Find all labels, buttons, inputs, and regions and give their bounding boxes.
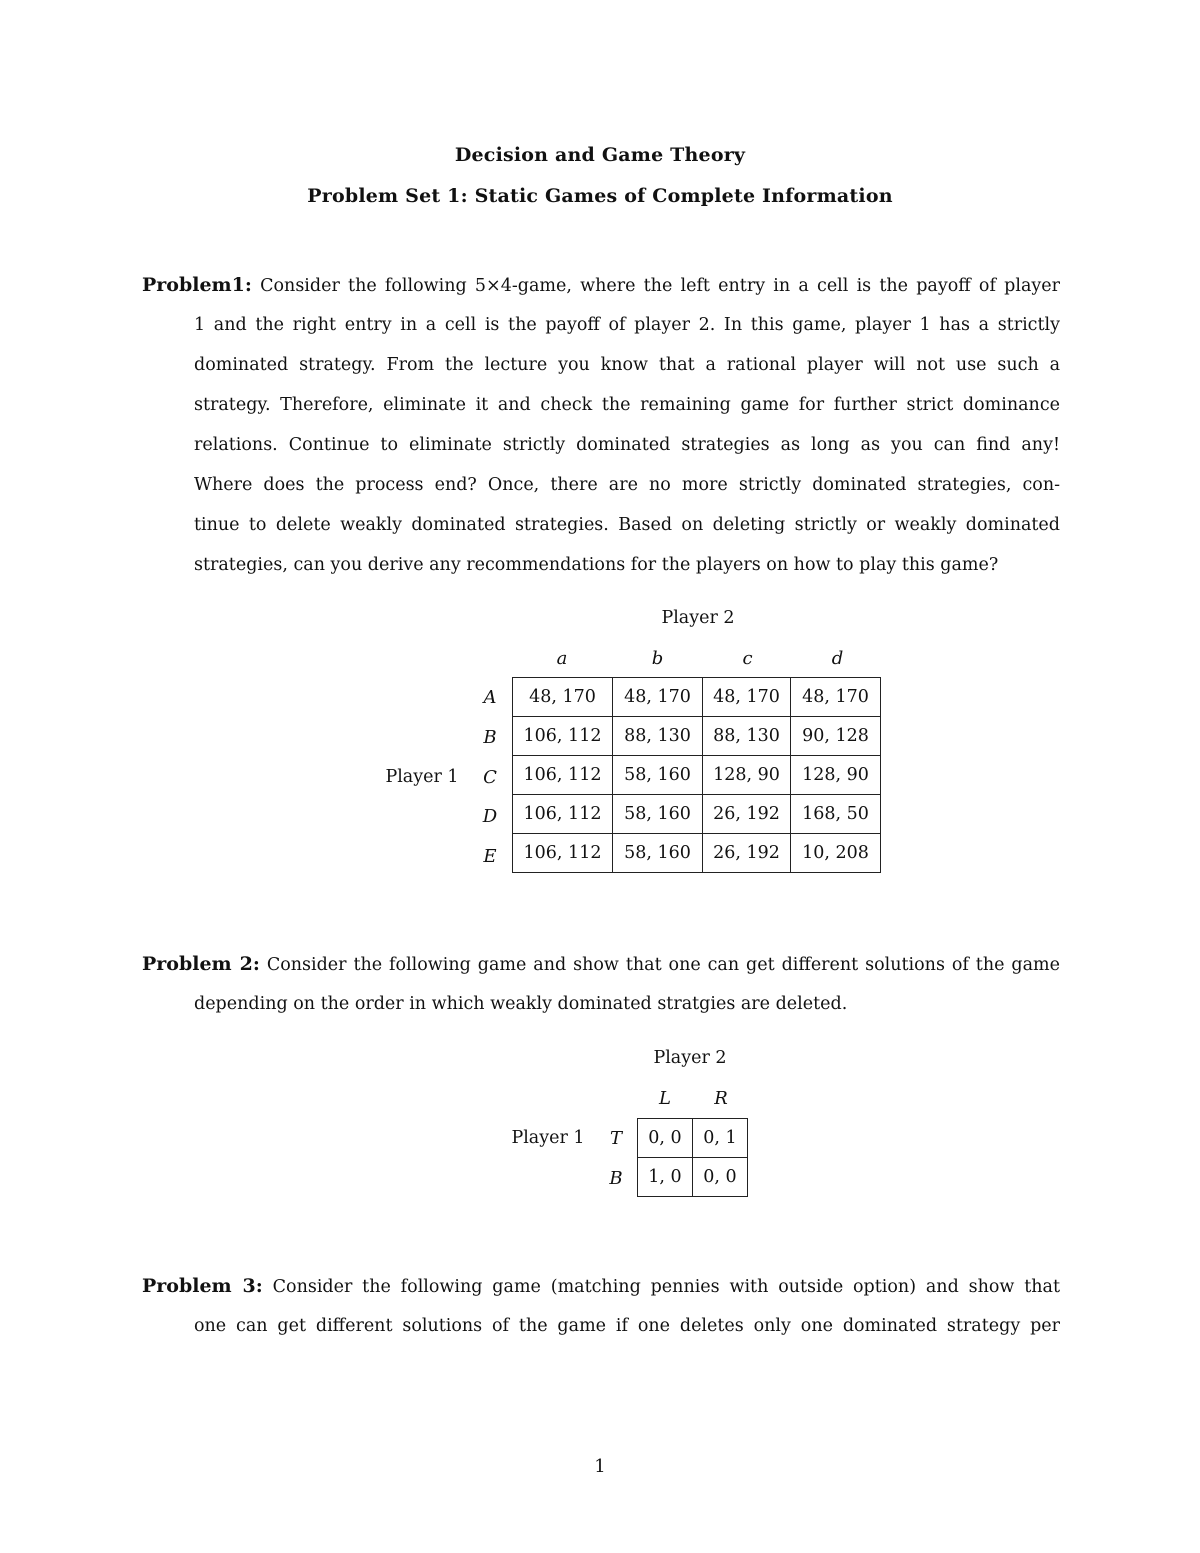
game1-column-c: c <box>742 648 753 669</box>
problem-3-label: Problem 3: <box>142 1275 263 1297</box>
payoff-cell: 58, 160 <box>613 795 703 834</box>
game2-player1-label: Player 1 <box>511 1128 585 1148</box>
table-row <box>513 834 881 873</box>
payoff-cell: 90, 128 <box>791 717 881 756</box>
table-row <box>513 717 881 756</box>
payoff-cell: 48, 170 <box>703 678 791 717</box>
page-number: 1 <box>594 1456 606 1477</box>
problem-3-line: Problem 3: Consider the following game (matching pennies with outside option) and show that <box>142 1275 1060 1297</box>
game2-row-T: T <box>609 1128 622 1149</box>
payoff-cell: 128, 90 <box>791 756 881 795</box>
game1-column-d: d <box>831 648 844 669</box>
payoff-cell: 106, 112 <box>513 834 613 873</box>
document-subtitle: Problem Set 1: Static Games of Complete Information <box>307 185 893 207</box>
payoff-cell: 0, 0 <box>693 1158 748 1197</box>
game1-row-B: B <box>483 727 497 748</box>
problem-1-line: strategies, can you derive any recommendations for the players on how to play this game? <box>194 555 999 575</box>
problem-1-line: Where does the process end? Once, there are no more strictly dominated strategies, con- <box>194 475 1060 495</box>
game1-row-A: A <box>483 687 497 708</box>
table-row <box>638 1158 748 1197</box>
game2-column-L: L <box>659 1088 671 1109</box>
payoff-cell: 48, 170 <box>791 678 881 717</box>
problem-1-line: strategy. Therefore, eliminate it and check the remaining game for further strict dominance <box>194 395 1060 415</box>
payoff-cell: 58, 160 <box>613 756 703 795</box>
game2-player2-label: Player 2 <box>653 1048 727 1068</box>
problem-3-text <box>142 1266 1060 1346</box>
payoff-cell: 168, 50 <box>791 795 881 834</box>
payoff-cell: 128, 90 <box>703 756 791 795</box>
payoff-cell: 88, 130 <box>703 717 791 756</box>
payoff-cell: 106, 112 <box>513 756 613 795</box>
table-row <box>513 678 881 717</box>
document-title: Decision and Game Theory <box>454 144 746 166</box>
problem-1-line: Problem1: Consider the following 5×4-game, where the left entry in a cell is the payoff of player <box>142 274 1060 296</box>
game1-player1-label: Player 1 <box>385 767 459 787</box>
problem-1-text <box>142 265 1060 585</box>
payoff-cell: 26, 192 <box>703 834 791 873</box>
problem-2-line: Problem 2: Consider the following game and show that one can get different solutions of the game <box>142 953 1060 975</box>
payoff-cell: 48, 170 <box>613 678 703 717</box>
problem-2-text <box>142 944 1060 1024</box>
problem-2-label: Problem 2: <box>142 953 260 975</box>
table-row <box>513 756 881 795</box>
payoff-cell: 10, 208 <box>791 834 881 873</box>
game1-row-E: E <box>483 846 497 867</box>
game1-column-a: a <box>556 648 568 669</box>
problem-2-line: depending on the order in which weakly dominated stratgies are deleted. <box>194 994 848 1014</box>
payoff-cell: 0, 1 <box>693 1119 748 1158</box>
payoff-cell: 0, 0 <box>638 1119 693 1158</box>
payoff-cell: 106, 112 <box>513 795 613 834</box>
game1-row-D: D <box>482 806 498 827</box>
payoff-cell: 58, 160 <box>613 834 703 873</box>
game1-player2-label: Player 2 <box>661 608 735 628</box>
payoff-cell: 26, 192 <box>703 795 791 834</box>
payoff-cell: 1, 0 <box>638 1158 693 1197</box>
game2-column-R: R <box>714 1088 728 1109</box>
table-row <box>513 795 881 834</box>
problem-1-line: dominated strategy. From the lecture you know that a rational player will not use such a <box>194 355 1060 375</box>
payoff-cell: 48, 170 <box>513 678 613 717</box>
game1-column-b: b <box>651 648 664 669</box>
problem-1-label: Problem1: <box>142 274 252 296</box>
game2-row-B: B <box>609 1168 623 1189</box>
game1-payoff-matrix <box>512 677 881 873</box>
game1-row-C: C <box>483 767 497 788</box>
problem-1-line: tinue to delete weakly dominated strategies. Based on deleting strictly or weakly dominated <box>194 515 1060 535</box>
table-row <box>638 1119 748 1158</box>
problem-3-line: one can get different solutions of the game if one deletes only one dominated strategy per <box>194 1316 1060 1336</box>
payoff-cell: 106, 112 <box>513 717 613 756</box>
game2-payoff-matrix <box>637 1118 748 1197</box>
problem-1-line: relations. Continue to eliminate strictly dominated strategies as long as you can find any! <box>194 435 1060 455</box>
payoff-cell: 88, 130 <box>613 717 703 756</box>
problem-1-line: 1 and the right entry in a cell is the payoff of player 2. In this game, player 1 has a strictly <box>194 315 1060 335</box>
